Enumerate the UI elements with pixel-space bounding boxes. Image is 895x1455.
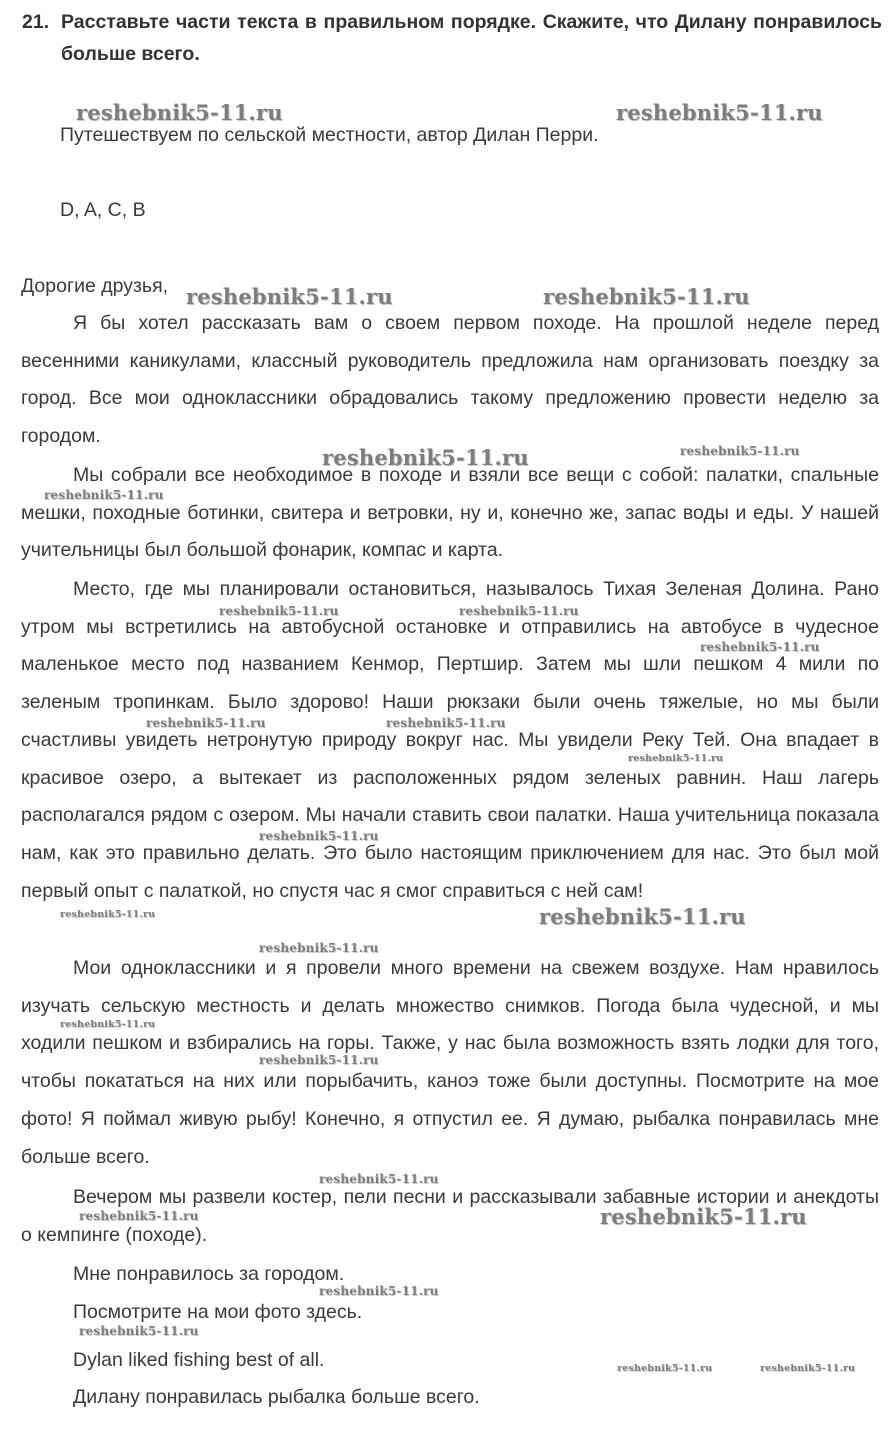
watermark: reshebnik5-11.ru xyxy=(259,1053,379,1067)
letter-greeting: Дорогие друзья, xyxy=(21,275,169,297)
letter-paragraph: Я бы хотел рассказать вам о своем первом походе. На прошлой неделе перед весенними каникулами, классный руководитель предложила нам организовать поездку за город. Все мои одноклассники обрадовались такому предложению провести неделю за городом. xyxy=(21,312,879,448)
closing-line: Дилану понравилась рыбалка больше всего. xyxy=(73,1386,480,1408)
watermark: reshebnik5-11.ru xyxy=(600,1204,807,1229)
watermark: reshebnik5-11.ru xyxy=(219,604,339,618)
task-heading xyxy=(22,6,882,70)
watermark: reshebnik5-11.ru xyxy=(259,941,379,955)
watermark: reshebnik5-11.ru xyxy=(79,1209,199,1223)
watermark: reshebnik5-11.ru xyxy=(60,909,156,920)
watermark: reshebnik5-11.ru xyxy=(76,100,283,125)
letter-paragraph: Место, где мы планировали остановиться, называлось Тихая Зеленая Долина. Рано утром мы встретились на автобусной остановке и отправились на автобусе в чудесное маленькое место под названием Кенмор, Пертшир. Затем мы шли пешком 4 мили по зеленым тропинкам. Было здорово! Наши рюкзаки были очень тяжелые, но мы были счастливы увидеть нетронутую природу вокруг нас. Мы увидели Реку Тей. Она впадает в красивое озеро, а вытекает из расположенных рядом зеленых равнин. Наш лагерь располагался рядом с озером. Мы начали ставить свои палатки. Наша учительница показала нам, как это правильно делать. Это было настоящим приключением для нас. Это был мой первый опыт с палаткой, но спустя час я смог справиться с ней сам! xyxy=(21,578,879,902)
watermark: reshebnik5-11.ru xyxy=(459,604,579,618)
watermark: reshebnik5-11.ru xyxy=(44,488,164,502)
letter-paragraph: Вечером мы развели костер, пели песни и рассказывали забавные истории и анекдоты о кемпинге (походе). xyxy=(21,1186,879,1246)
watermark: reshebnik5-11.ru xyxy=(319,1284,439,1298)
task-text: Расставьте части текста в правильном порядке. Скажите, что Дилану понравилось больше всего. xyxy=(61,11,882,65)
closing-line-english: Dylan liked fishing best of all. xyxy=(73,1349,325,1371)
watermark: reshebnik5-11.ru xyxy=(700,640,820,654)
watermark: reshebnik5-11.ru xyxy=(79,1324,199,1338)
answer-order: D, A, C, B xyxy=(60,199,146,221)
watermark: reshebnik5-11.ru xyxy=(628,753,724,764)
watermark: reshebnik5-11.ru xyxy=(617,1363,713,1374)
watermark: reshebnik5-11.ru xyxy=(186,284,393,309)
watermark: reshebnik5-11.ru xyxy=(146,716,266,730)
letter-paragraph: Мы собрали все необходимое в походе и взяли все вещи с собой: палатки, спальные мешки, походные ботинки, свитера и ветровки, ну и, конечно же, запас воды и еды. У нашей учительницы был большой фонарик, компас и карта. xyxy=(21,464,879,562)
task-number: 21. xyxy=(22,11,50,33)
watermark: reshebnik5-11.ru xyxy=(259,829,379,843)
letter-paragraph: Мои одноклассники и я провели много времени на свежем воздухе. Нам нравилось изучать сельскую местность и делать множество снимков. Погода была чудесной, и мы ходили пешком и взбирались на горы. Также, у нас была возможность взять лодки для того, чтобы покататься на них или порыбачить, каноэ тоже были доступны. Посмотрите на мое фото! Я поймал живую рыбу! Конечно, я отпустил ее. Я думаю, рыбалка понравилась мне больше всего. xyxy=(21,957,879,1168)
watermark: reshebnik5-11.ru xyxy=(543,284,750,309)
closing-line: Мне понравилось за городом. xyxy=(73,1263,345,1285)
watermark: reshebnik5-11.ru xyxy=(760,1363,856,1374)
watermark: reshebnik5-11.ru xyxy=(616,100,823,125)
watermark: reshebnik5-11.ru xyxy=(319,1172,439,1186)
closing-line: Посмотрите на мои фото здесь. xyxy=(73,1301,363,1323)
watermark: reshebnik5-11.ru xyxy=(680,444,800,458)
watermark: reshebnik5-11.ru xyxy=(386,716,506,730)
watermark: reshebnik5-11.ru xyxy=(322,445,529,470)
title-line: Путешествуем по сельской местности, автор Дилан Перри. xyxy=(60,124,599,146)
watermark: reshebnik5-11.ru xyxy=(539,904,746,929)
watermark: reshebnik5-11.ru xyxy=(60,1019,156,1030)
